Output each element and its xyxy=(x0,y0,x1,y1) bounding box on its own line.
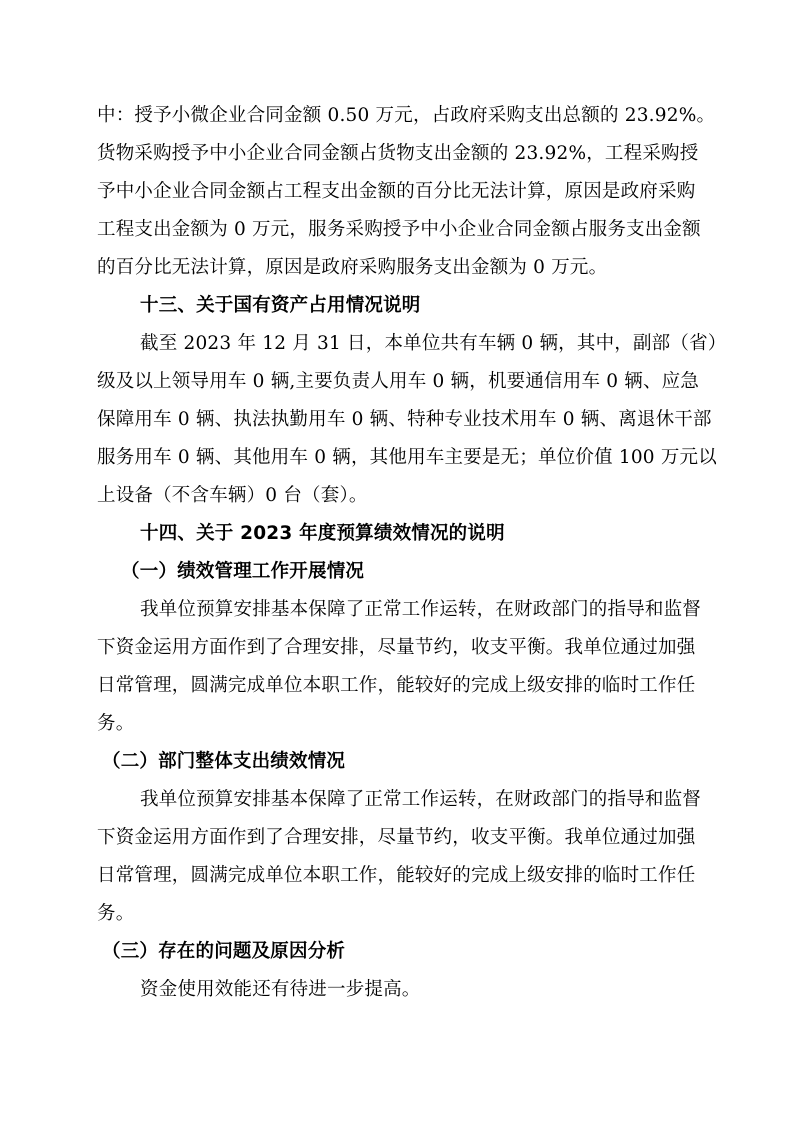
subsection-2-heading: （二）部门整体支出绩效情况 xyxy=(102,751,346,772)
section-14-heading: 十四、关于 2023 年度预算绩效情况的说明 xyxy=(140,523,505,544)
paragraph-line: 货物采购授予中小企业合同金额占货物支出金额的 23.92%，工程采购授 xyxy=(97,143,699,164)
paragraph-line: 工程支出金额为 0 万元，服务采购授予中小企业合同金额占服务支出金额 xyxy=(97,219,701,240)
paragraph-line: 上设备（不含车辆）0 台（套）。 xyxy=(97,485,368,506)
paragraph-line: 下资金运用方面作到了合理安排，尽量节约，收支平衡。我单位通过加强 xyxy=(97,827,696,848)
paragraph-line: 保障用车 0 辆、执法执勤用车 0 辆、特种专业技术用车 0 辆、离退休干部 xyxy=(97,409,712,430)
subsection-3-heading: （三）存在的问题及原因分析 xyxy=(102,941,346,962)
paragraph-line: 日常管理，圆满完成单位本职工作，能较好的完成上级安排的临时工作任 xyxy=(97,865,696,886)
paragraph-line: 服务用车 0 辆、其他用车 0 辆，其他用车主要是无；单位价值 100 万元以 xyxy=(97,447,717,468)
subsection-1-heading: （一）绩效管理工作开展情况 xyxy=(121,561,365,582)
paragraph-line: 级及以上领导用车 0 辆,主要负责人用车 0 辆，机要通信用车 0 辆、应急 xyxy=(97,371,700,392)
paragraph-line: 我单位预算安排基本保障了正常工作运转，在财政部门的指导和监督 xyxy=(140,599,702,620)
paragraph-line: 日常管理，圆满完成单位本职工作，能较好的完成上级安排的临时工作任 xyxy=(97,675,696,696)
paragraph-line: 的百分比无法计算，原因是政府采购服务支出金额为 0 万元。 xyxy=(97,257,608,278)
paragraph-line: 截至 2023 年 12 月 31 日，本单位共有车辆 0 辆，其中，副部（省） xyxy=(140,333,727,354)
paragraph-line: 中：授予小微企业合同金额 0.50 万元，占政府采购支出总额的 23.92%。 xyxy=(97,105,716,126)
paragraph-line: 下资金运用方面作到了合理安排，尽量节约，收支平衡。我单位通过加强 xyxy=(97,637,696,658)
paragraph-line: 资金使用效能还有待进一步提高。 xyxy=(140,979,421,1000)
paragraph-line: 我单位预算安排基本保障了正常工作运转，在财政部门的指导和监督 xyxy=(140,789,702,810)
paragraph-line: 务。 xyxy=(97,713,135,734)
section-13-heading: 十三、关于国有资产占用情况说明 xyxy=(140,295,421,316)
paragraph-line: 予中小企业合同金额占工程支出金额的百分比无法计算，原因是政府采购 xyxy=(97,181,696,202)
paragraph-line: 务。 xyxy=(97,903,135,924)
